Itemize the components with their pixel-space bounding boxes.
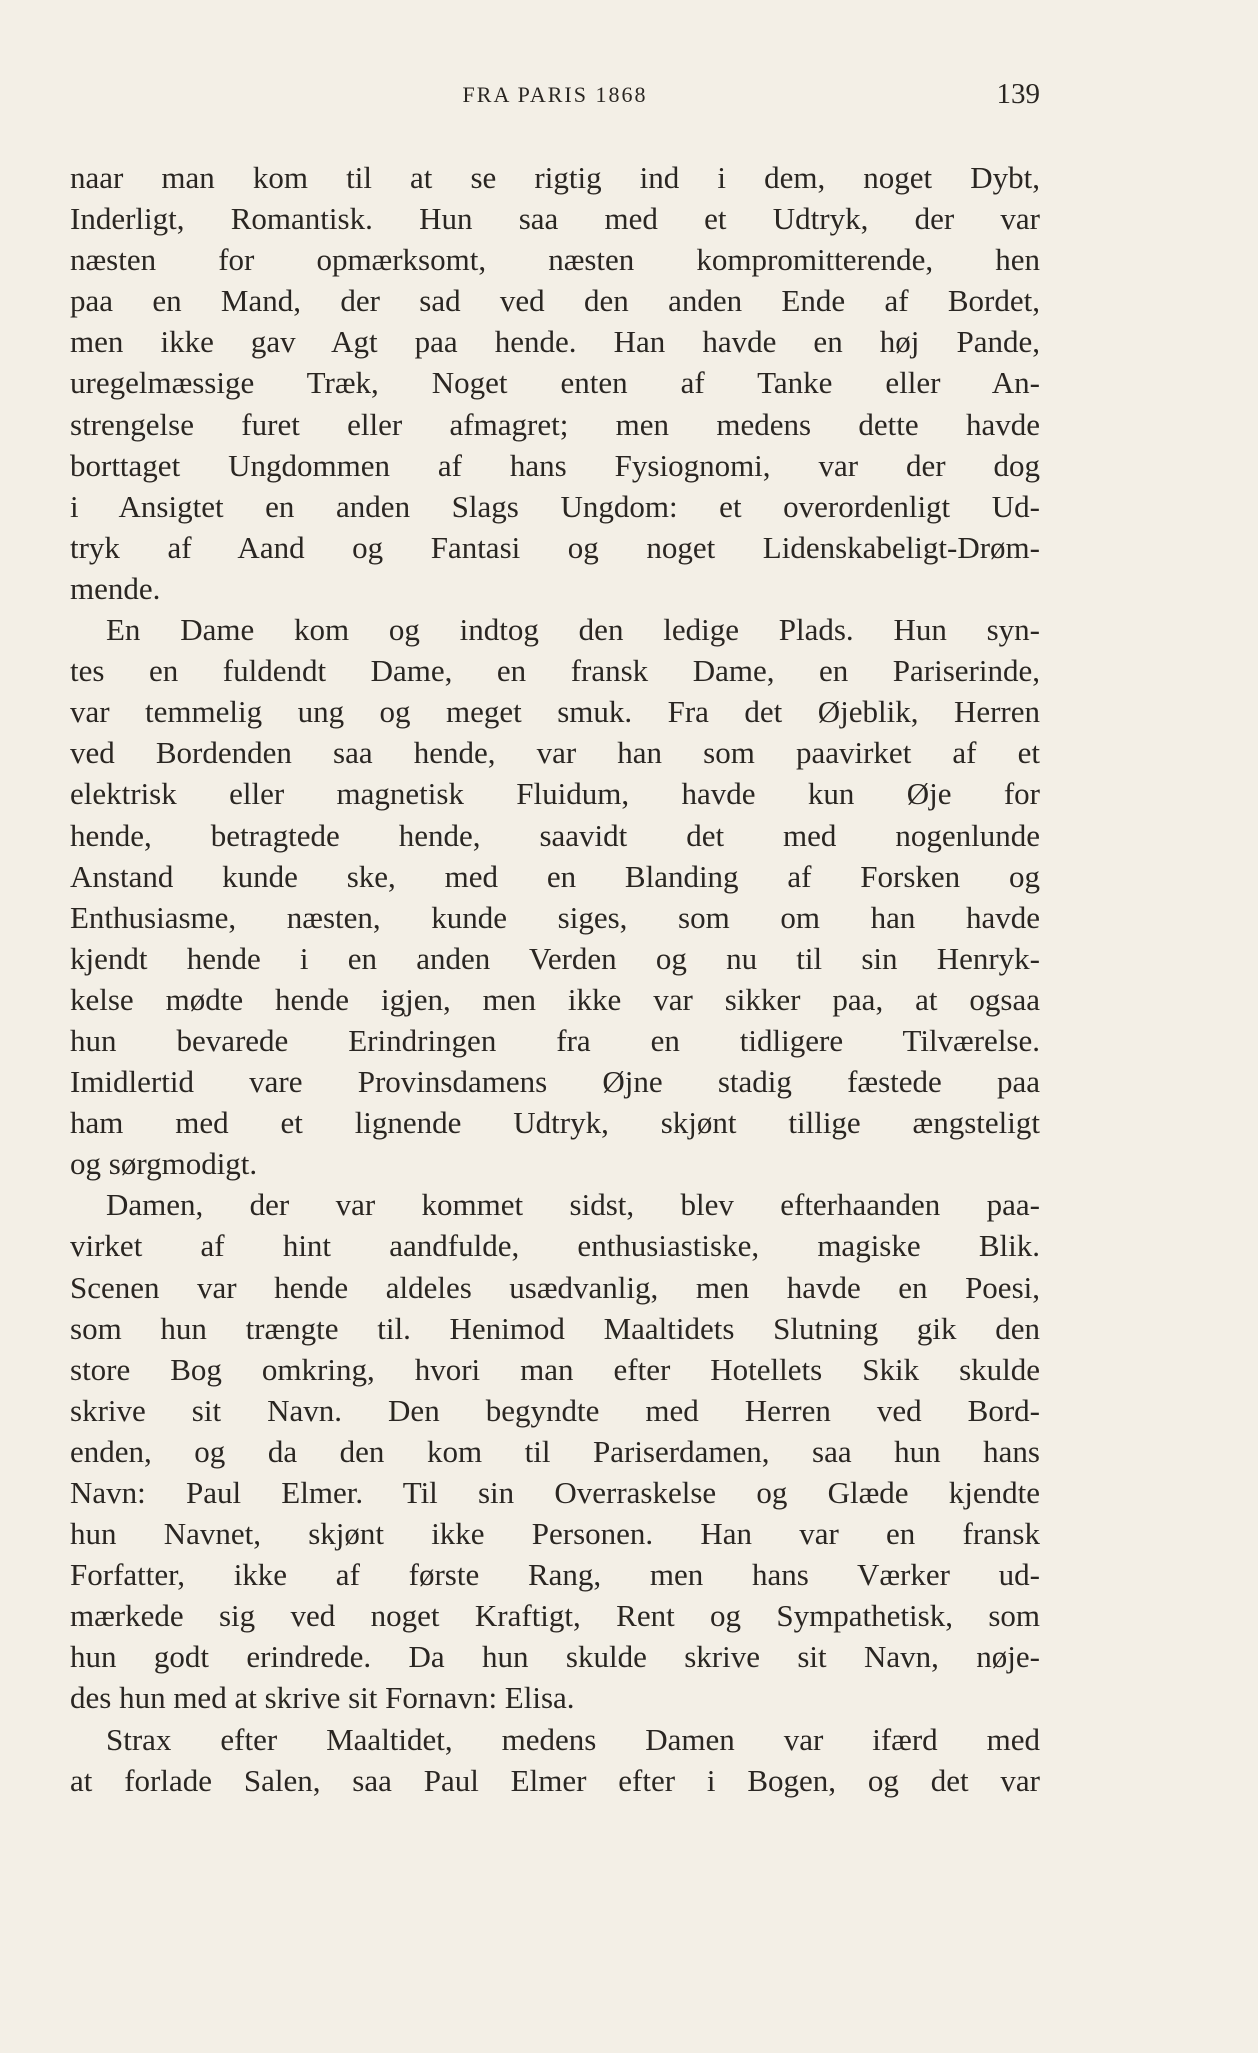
text-line: i Ansigtet en anden Slags Ungdom: et overordenligt Ud- — [70, 488, 1040, 524]
text-line: Strax efter Maaltidet, medens Damen var ifærd med — [106, 1721, 1040, 1757]
text-line: Anstand kunde ske, med en Blanding af Forsken og — [70, 858, 1040, 894]
text-line: Damen, der var kommet sidst, blev efterhaanden paa- — [106, 1187, 1040, 1223]
text-line: hun Navnet, skjønt ikke Personen. Han var en fransk — [70, 1516, 1040, 1552]
text-line: kjendt hende i en anden Verden og nu til sin Henryk- — [70, 940, 1040, 976]
text-line: Inderligt, Romantisk. Hun saa med et Udtryk, der var — [70, 201, 1040, 237]
text-line: store Bog omkring, hvori man efter Hotellets Skik skulde — [70, 1351, 1040, 1387]
text-line: mende. — [70, 570, 161, 606]
running-title: FRA PARIS 1868 — [462, 82, 648, 107]
text-line: paa en Mand, der sad ved den anden Ende af Bordet, — [70, 283, 1040, 319]
paragraph — [70, 157, 1040, 609]
text-line: Forfatter, ikke af første Rang, men hans Værker ud- — [70, 1557, 1040, 1593]
text-line: tes en fuldendt Dame, en fransk Dame, en Pariserinde, — [70, 653, 1040, 689]
text-line: virket af hint aandfulde, enthusiastiske, magiske Blik. — [70, 1228, 1040, 1264]
text-line: som hun trængte til. Henimod Maaltidets Slutning gik den — [70, 1310, 1040, 1346]
text-line: næsten for opmærksomt, næsten kompromitterende, hen — [70, 242, 1040, 278]
text-line: naar man kom til at se rigtig ind i dem, noget Dybt, — [70, 160, 1040, 195]
body-text — [70, 157, 1040, 1801]
text-line: borttaget Ungdommen af hans Fysiognomi, var der dog — [70, 447, 1040, 483]
text-line: ved Bordenden saa hende, var han som paavirket af et — [70, 735, 1040, 771]
text-line: En Dame kom og indtog den ledige Plads. Hun syn- — [106, 612, 1040, 648]
text-line: hun godt erindrede. Da hun skulde skrive sit Navn, nøje- — [70, 1639, 1040, 1675]
text-line: var temmelig ung og meget smuk. Fra det Øjeblik, Herren — [70, 694, 1040, 730]
text-line: Imidlertid vare Provinsdamens Øjne stadig fæstede paa — [70, 1064, 1040, 1100]
text-line: kelse mødte hende igjen, men ikke var sikker paa, at ogsaa — [70, 981, 1040, 1017]
text-line: elektrisk eller magnetisk Fluidum, havde kun Øje for — [70, 776, 1040, 812]
text-line: strengelse furet eller afmagret; men medens dette havde — [70, 406, 1040, 442]
text-line: Scenen var hende aldeles usædvanlig, men havde en Poesi, — [70, 1269, 1040, 1305]
text-line: tryk af Aand og Fantasi og noget Lidenskabeligt-Drøm- — [70, 529, 1040, 565]
page-number: 139 — [996, 78, 1040, 110]
text-line: og sørgmodigt. — [70, 1146, 258, 1182]
paragraph — [70, 1719, 1040, 1801]
text-line: mærkede sig ved noget Kraftigt, Rent og Sympathetisk, som — [70, 1598, 1040, 1634]
text-line: skrive sit Navn. Den begyndte med Herren ved Bord- — [70, 1392, 1040, 1428]
text-line: ham med et lignende Udtryk, skjønt tillige ængsteligt — [70, 1105, 1040, 1141]
text-line: des hun med at skrive sit Fornavn: Elisa. — [70, 1680, 575, 1716]
text-line: at forlade Salen, saa Paul Elmer efter i Bogen, og det var — [70, 1762, 1040, 1798]
text-line: hende, betragtede hende, saavidt det med nogenlunde — [70, 817, 1040, 853]
text-line: Enthusiasme, næsten, kunde siges, som om han havde — [70, 899, 1040, 935]
text-line: men ikke gav Agt paa hende. Han havde en høj Pande, — [70, 324, 1040, 360]
paragraph — [70, 609, 1040, 1184]
text-line: uregelmæssige Træk, Noget enten af Tanke eller An- — [70, 365, 1040, 401]
text-line: hun bevarede Erindringen fra en tidligere Tilværelse. — [70, 1022, 1040, 1058]
text-line: Navn: Paul Elmer. Til sin Overraskelse og Glæde kjendte — [70, 1475, 1040, 1510]
paragraph — [70, 1184, 1040, 1718]
text-line: enden, og da den kom til Pariserdamen, saa hun hans — [70, 1433, 1040, 1469]
running-header — [70, 78, 1040, 118]
